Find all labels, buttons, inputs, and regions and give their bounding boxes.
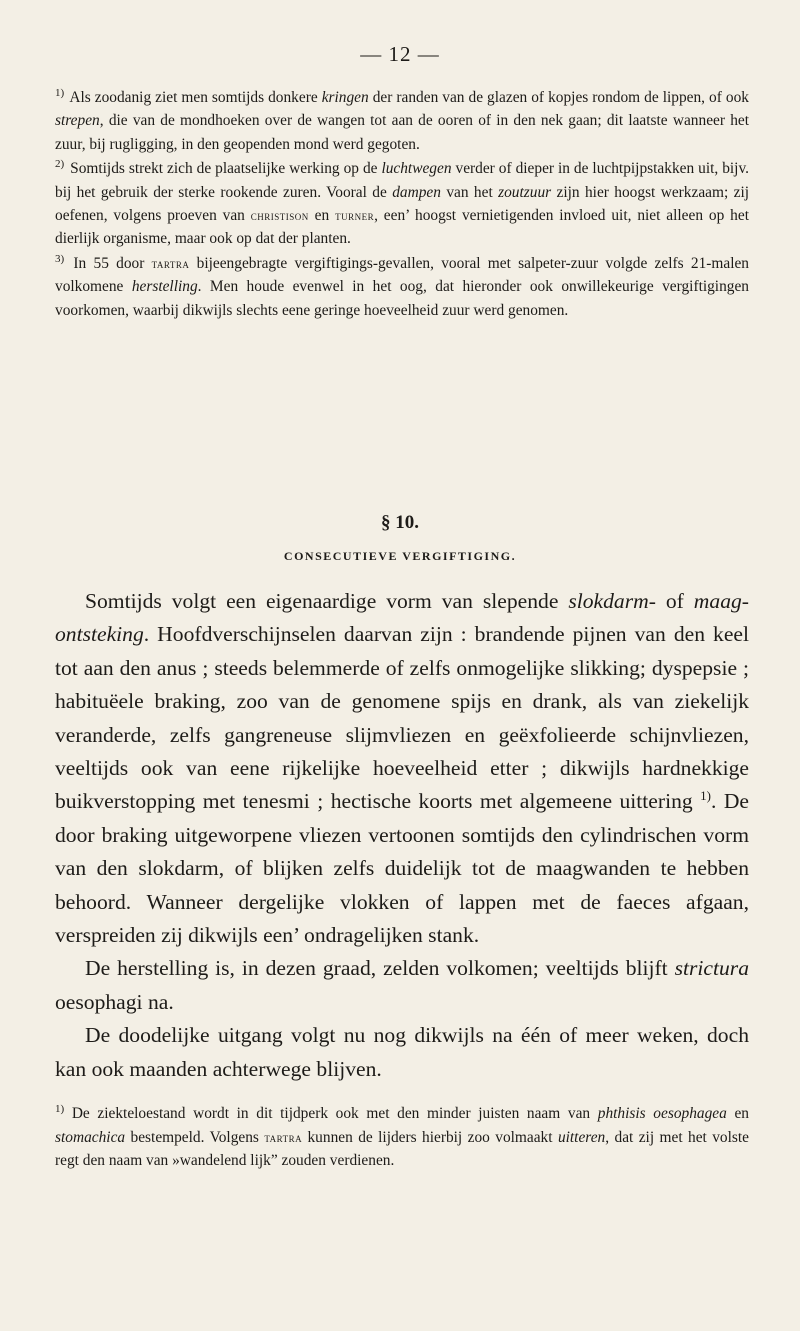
note-text: Als zoodanig ziet men somtijds donkere <box>66 89 322 106</box>
paragraph-text: De herstelling is, in dezen graad, zelden volkomen; veeltijds blijft <box>85 956 675 981</box>
footnote <box>55 1102 749 1173</box>
main-text <box>55 585 749 1086</box>
paragraph-text: . Hoofdverschijnselen daarvan zijn : brandende pijnen van den keel tot aan den anus ; steeds belemmerde of zelfs onmogelijke slikking; dyspepsie ; habituëele braking, zoo van de genomene spijs en drank, als van ziekelijk veranderde, zelfs gangreneuse slijmvliezen en geëxfolieerde schijnvliezen, veeltijds ook van eene rijkelijke hoeveelheid etter ; dikwijls hardnekkige buikverstopping met tenesmi ; hectische koorts met algemeene uittering <box>55 622 749 814</box>
page-number: — 12 — <box>360 42 440 66</box>
note-3 <box>55 252 749 322</box>
section-number: § 10. <box>381 512 419 533</box>
paragraph-text: Somtijds volgt een eigenaardige vorm van slepende <box>85 589 569 613</box>
paragraph-2 <box>55 952 749 1019</box>
note-emphasis: dampen <box>392 183 441 201</box>
note-text: der randen van de glazen of kopjes rondom de lippen, of ook <box>368 89 749 106</box>
note-text: verder of dieper in de luchtpijpstakken uit, bijv. bij het gebruik der sterke rookende zuren. Vooral de <box>55 160 749 201</box>
note-text: en <box>308 207 336 225</box>
footnote-text: kunnen de lijders hierbij zoo volmaakt <box>302 1128 558 1146</box>
footnote-text: bestempeld. Volgens <box>125 1128 265 1146</box>
paragraph-emphasis: strictura <box>674 956 749 981</box>
note-emphasis: luchtwegen <box>381 160 452 178</box>
section-title: CONSECUTIEVE VERGIFTIGING. <box>283 549 517 563</box>
note-text: , die van de mondhoeken over de wangen tot aan de ooren of in den nek gaan; dit laatste wanneer het zuur, bij rugligging, in den geopenden mond werd gegoten. <box>55 112 749 153</box>
author-name: tartra <box>151 255 190 271</box>
note-text: . Men houde evenwel in het oog, dat hieronder ook onwillekeurige vergiftigingen voorkomen, waarbij dikwijls slechts eene geringe hoeveelheid zuur werd genomen. <box>55 278 750 319</box>
note-number: 1) <box>55 86 65 99</box>
note-text: Somtijds strekt zich de plaatselijke werking op de <box>66 160 382 178</box>
note-text: bijeengebragte vergiftigings-gevallen, vooral met salpeter-zuur volgde zelfs 21-malen volkomene <box>55 254 749 296</box>
paragraph-emphasis: maag-ontsteking <box>55 589 749 647</box>
author-name: turner <box>335 208 375 224</box>
top-notes <box>55 86 749 323</box>
note-emphasis: strepen <box>55 112 100 130</box>
paragraph-text: oesophagi na. <box>55 989 174 1014</box>
paragraph-emphasis: slokdarm- <box>568 589 656 613</box>
note-emphasis: zoutzuur <box>498 183 552 201</box>
paragraph-text: of <box>655 589 694 613</box>
footnote-reference: 1) <box>700 788 711 804</box>
note-text: van het <box>440 183 499 201</box>
footnote-emphasis: phthisis oesophagea <box>597 1105 727 1122</box>
note-text: In 55 door <box>66 254 152 272</box>
note-emphasis: kringen <box>321 89 369 106</box>
note-2 <box>55 157 749 251</box>
footnote-number: 1) <box>55 1102 65 1115</box>
author-name: christison <box>250 208 309 224</box>
note-number: 3) <box>55 252 65 265</box>
paragraph-3: De doodelijke uitgang volgt nu nog dikwijls na één of meer weken, doch kan ook maanden achterwege blijven. <box>55 1023 749 1081</box>
note-emphasis: herstelling <box>131 278 198 296</box>
footnote-text: en <box>726 1105 750 1122</box>
footnote-1 <box>55 1102 749 1173</box>
footnote-text: , dat zij met het volste regt den naam van »wandelend lijk” zouden verdienen. <box>55 1128 749 1170</box>
note-number: 2) <box>55 158 65 171</box>
paragraph-1 <box>55 585 749 952</box>
paragraph-text: . De door braking uitgeworpene vliezen vertoonen somtijds den cylindrischen vorm van den slokdarm, of blijken zelfs duidelijk tot de maagwanden te hebben behoord. Wanneer dergelijke vlokken of lappen met de faeces afgaan, verspreiden zij dikwijls een’ ondragelijken stank. <box>55 789 749 948</box>
footnote-text: De ziekteloestand wordt in dit tijdperk ook met den minder juisten naam van <box>64 1105 598 1122</box>
author-name: tartra <box>264 1129 303 1145</box>
note-1 <box>55 86 749 156</box>
footnote-emphasis: uitteren <box>557 1128 606 1146</box>
note-text: zijn hier hoogst werkzaam; zij oefenen, volgens proeven van <box>55 183 749 225</box>
footnote-emphasis: stomachica <box>55 1128 126 1146</box>
note-text: , een’ hoogst vernietigenden invloed uit, niet alleen op het dierlijk organisme, maar ook op dat der planten. <box>55 207 749 248</box>
